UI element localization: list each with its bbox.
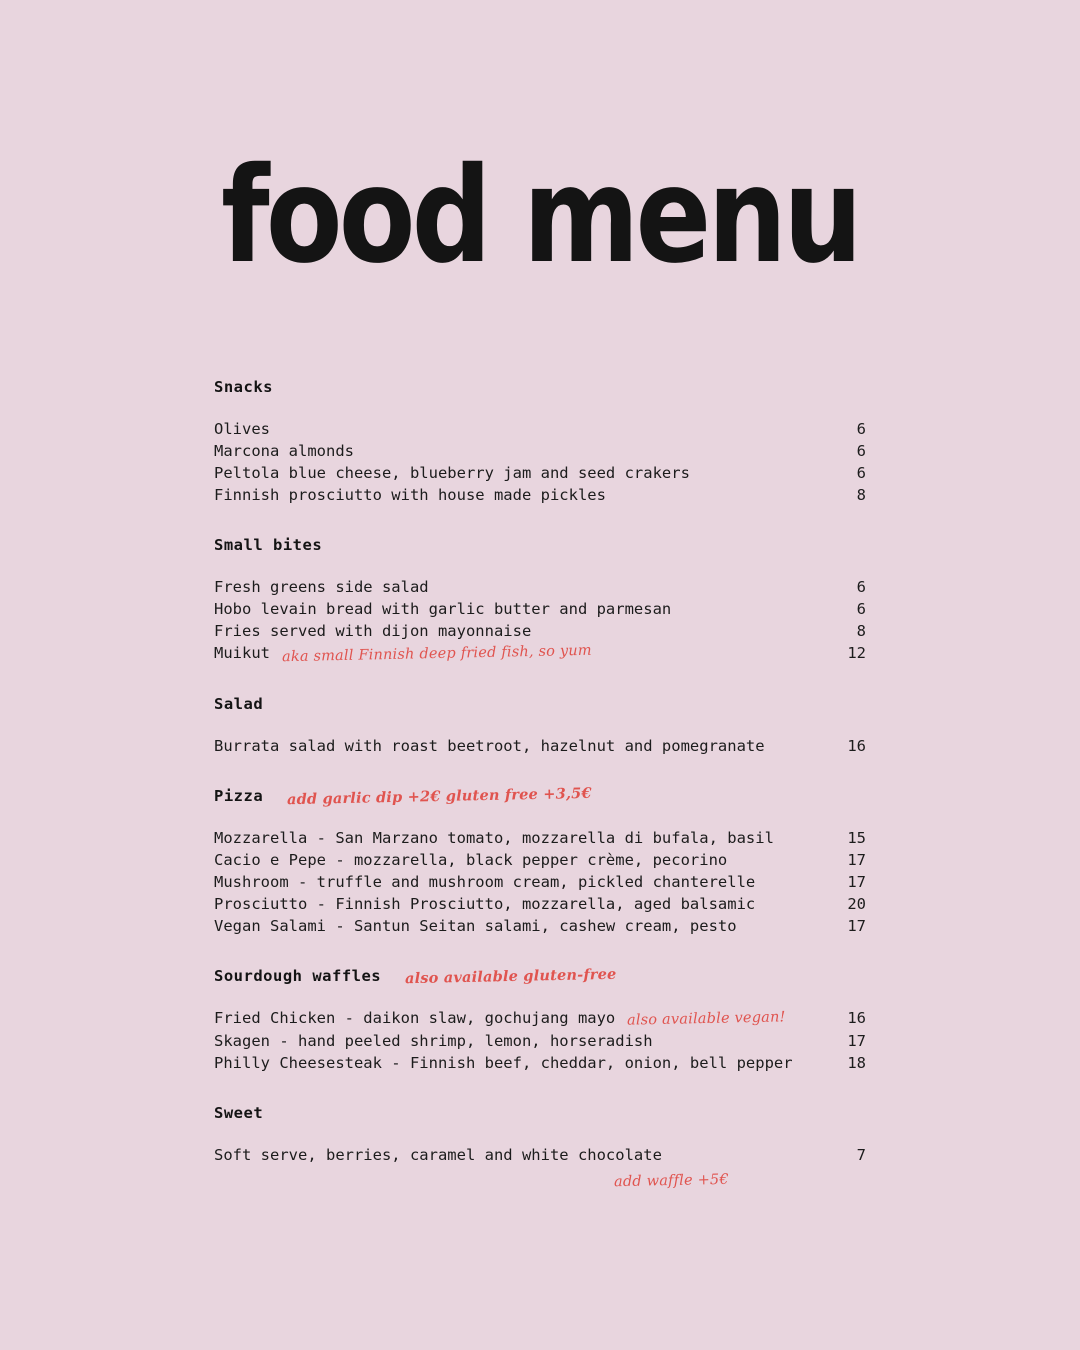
menu-item-price: 20 bbox=[847, 895, 866, 913]
menu-item-price: 7 bbox=[856, 1146, 866, 1164]
menu-item-row bbox=[214, 598, 866, 620]
menu-item-price: 6 bbox=[856, 442, 866, 460]
menu-item-row bbox=[214, 462, 866, 484]
menu-item-name: Mushroom - truffle and mushroom cream, pickled chanterelle bbox=[214, 873, 756, 891]
menu-item-row bbox=[214, 1030, 866, 1052]
menu-item-name: Vegan Salami - Santun Seitan salami, cashew cream, pesto bbox=[214, 917, 737, 935]
menu-item-row bbox=[214, 735, 866, 757]
menu-item-note: aka small Finnish deep fried fish, so yum bbox=[281, 642, 592, 666]
menu-item-row bbox=[214, 849, 866, 871]
menu-item-row bbox=[214, 893, 866, 915]
section-heading-label: Small bites bbox=[214, 536, 323, 554]
menu-item-price: 8 bbox=[856, 486, 866, 504]
menu-item-name: Soft serve, berries, caramel and white chocolate bbox=[214, 1146, 662, 1164]
section-heading bbox=[214, 784, 866, 809]
menu-item-row bbox=[214, 620, 866, 642]
menu-item-price: 17 bbox=[847, 917, 866, 935]
section-heading-label: Sourdough waffles bbox=[214, 967, 382, 985]
menu-section-snacks bbox=[214, 378, 866, 506]
menu-item-name: Burrata salad with roast beetroot, hazelnut and pomegranate bbox=[214, 737, 765, 755]
menu-section-sourdough-waffles bbox=[214, 967, 866, 1074]
menu-item-row bbox=[214, 871, 866, 893]
menu-body bbox=[214, 378, 866, 1219]
section-heading-label: Salad bbox=[214, 695, 264, 713]
menu-item-price: 18 bbox=[847, 1054, 866, 1072]
menu-item-row bbox=[214, 915, 866, 937]
menu-item-row bbox=[214, 1052, 866, 1074]
section-heading bbox=[214, 536, 866, 554]
section-heading-label: Snacks bbox=[214, 378, 273, 396]
menu-section-sweet bbox=[214, 1104, 866, 1189]
page-title: food menu bbox=[221, 139, 859, 293]
menu-item-price: 6 bbox=[856, 578, 866, 596]
section-heading-note: also available gluten-free bbox=[404, 965, 617, 988]
menu-item-price: 15 bbox=[847, 829, 866, 847]
menu-item-name: Marcona almonds bbox=[214, 442, 354, 460]
menu-item-price: 16 bbox=[847, 737, 866, 755]
menu-item-row bbox=[214, 576, 866, 598]
menu-item-price: 6 bbox=[856, 600, 866, 618]
menu-item-name: Prosciutto - Finnish Prosciutto, mozzarella, aged balsamic bbox=[214, 895, 756, 913]
section-heading-note: add garlic dip +2€ gluten free +3,5€ bbox=[287, 784, 593, 809]
menu-item-row bbox=[214, 418, 866, 440]
menu-item-name: Philly Cheesesteak - Finnish beef, cheddar, onion, bell pepper bbox=[214, 1054, 793, 1072]
menu-item-note: also available vegan! bbox=[627, 1009, 787, 1029]
section-heading bbox=[214, 695, 866, 713]
menu-item-name: Fresh greens side salad bbox=[214, 578, 429, 596]
menu-item-price: 12 bbox=[847, 644, 866, 662]
section-heading bbox=[214, 378, 866, 396]
menu-item-name: Muikut bbox=[214, 644, 270, 662]
menu-item-price: 17 bbox=[847, 1032, 866, 1050]
menu-item-name: Cacio e Pepe - mozzarella, black pepper crème, pecorino bbox=[214, 851, 728, 869]
menu-item-name: Finnish prosciutto with house made pickles bbox=[214, 486, 606, 504]
menu-item-name: Fries served with dijon mayonnaise bbox=[214, 622, 532, 640]
sweet-footer-note-wrap bbox=[214, 1170, 866, 1189]
menu-section-small-bites bbox=[214, 536, 866, 665]
menu-item-name: Olives bbox=[214, 420, 270, 438]
menu-item-price: 8 bbox=[856, 622, 866, 640]
menu-item-row bbox=[214, 827, 866, 849]
menu-section-pizza bbox=[214, 784, 866, 937]
menu-item-name: Skagen - hand peeled shrimp, lemon, horseradish bbox=[214, 1032, 653, 1050]
menu-item-price: 6 bbox=[856, 420, 866, 438]
section-heading bbox=[214, 1104, 866, 1122]
section-heading bbox=[214, 965, 866, 988]
menu-item-row bbox=[214, 1007, 866, 1030]
section-heading-label: Sweet bbox=[214, 1104, 264, 1122]
menu-item-price: 17 bbox=[847, 851, 866, 869]
menu-item-row bbox=[214, 1144, 866, 1166]
menu-item-price: 16 bbox=[847, 1009, 866, 1027]
menu-section-salad bbox=[214, 695, 866, 757]
menu-item-row bbox=[214, 484, 866, 506]
menu-item-name: Mozzarella - San Marzano tomato, mozzarella di bufala, basil bbox=[214, 829, 774, 847]
menu-item-row bbox=[214, 440, 866, 462]
menu-item-price: 17 bbox=[847, 873, 866, 891]
menu-item-price: 6 bbox=[856, 464, 866, 482]
section-heading-label: Pizza bbox=[214, 787, 264, 805]
menu-item-row bbox=[214, 642, 866, 665]
menu-item-name: Peltola blue cheese, blueberry jam and seed crakers bbox=[214, 464, 690, 482]
menu-item-name: Fried Chicken - daikon slaw, gochujang mayo bbox=[214, 1009, 616, 1027]
sweet-footer-note: add waffle +5€ bbox=[613, 1171, 729, 1191]
menu-item-name: Hobo levain bread with garlic butter and parmesan bbox=[214, 600, 672, 618]
